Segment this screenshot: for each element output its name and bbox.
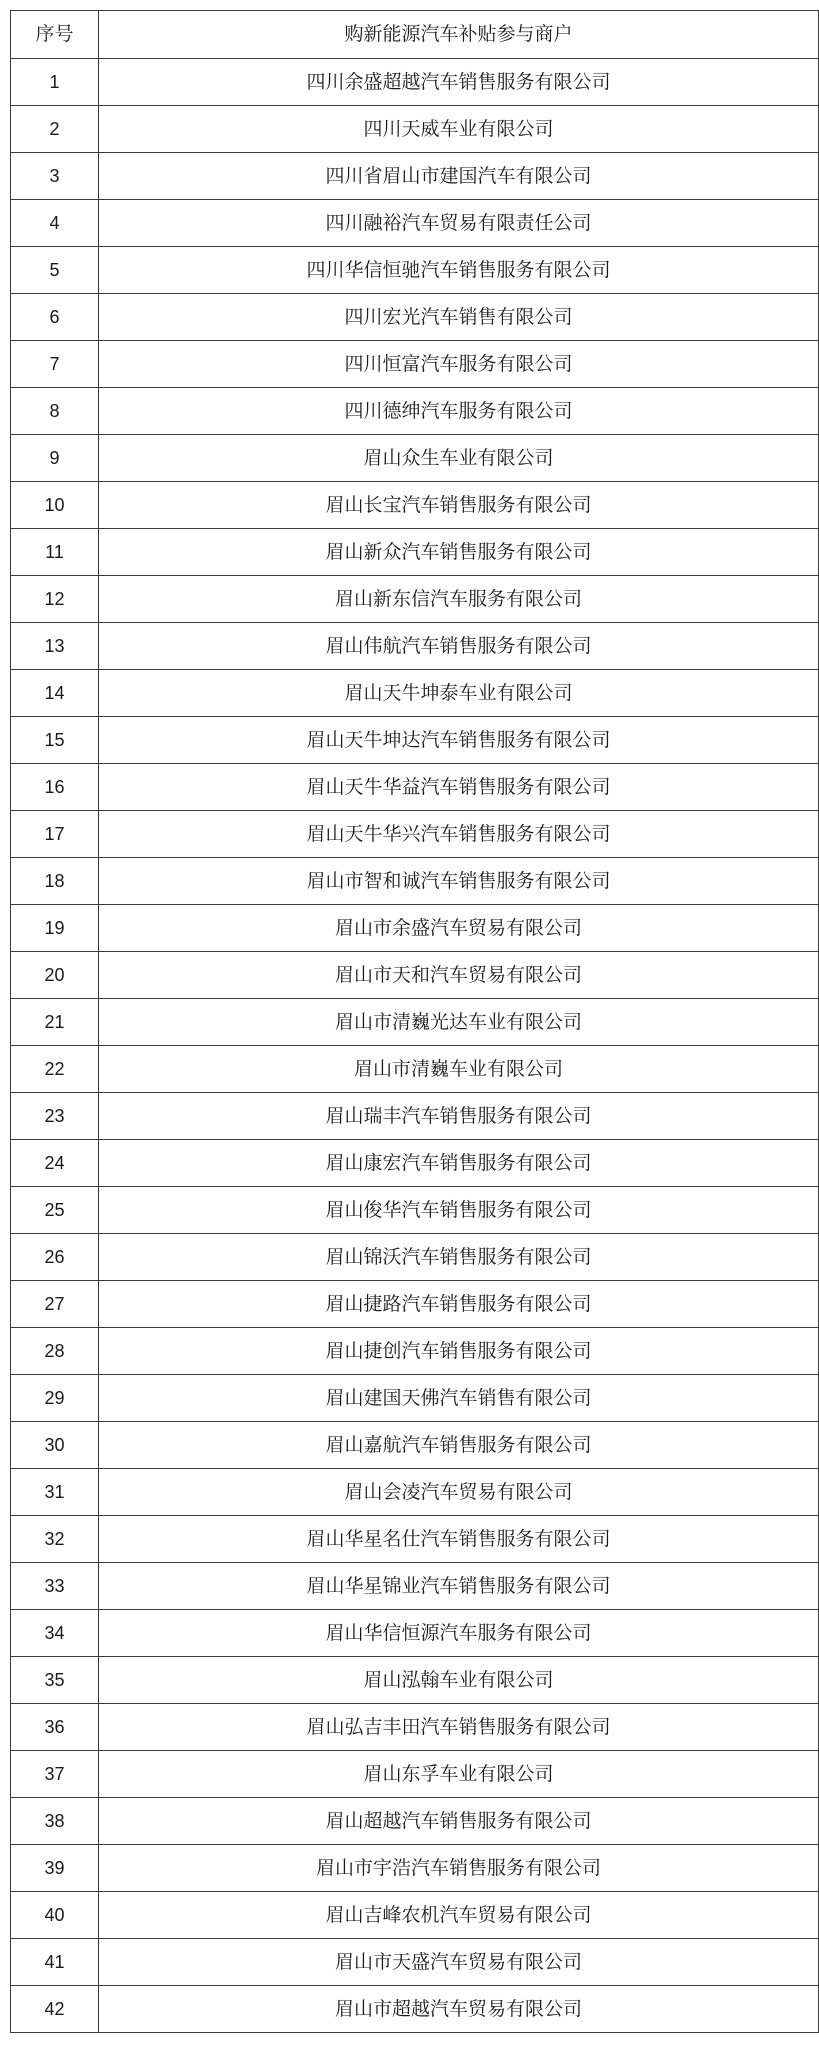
table-row [11,623,819,670]
row-index: 9 [11,435,99,482]
row-index: 34 [11,1610,99,1657]
row-index: 17 [11,811,99,858]
table-row [11,670,819,717]
table-row [11,529,819,576]
row-index: 27 [11,1281,99,1328]
row-index: 21 [11,999,99,1046]
table-row [11,1516,819,1563]
merchant-name: 眉山吉峰农机汽车贸易有限公司 [99,1892,819,1939]
table-body [11,59,819,2033]
table-row [11,1328,819,1375]
merchant-name: 眉山市天和汽车贸易有限公司 [99,952,819,999]
table-row [11,1798,819,1845]
merchant-name: 眉山捷创汽车销售服务有限公司 [99,1328,819,1375]
table-row [11,294,819,341]
merchant-name: 四川余盛超越汽车销售服务有限公司 [99,59,819,106]
row-index: 36 [11,1704,99,1751]
row-index: 26 [11,1234,99,1281]
table-row [11,1845,819,1892]
row-index: 25 [11,1187,99,1234]
merchant-name: 眉山超越汽车销售服务有限公司 [99,1798,819,1845]
table-row [11,200,819,247]
row-index: 23 [11,1093,99,1140]
merchant-name: 眉山嘉航汽车销售服务有限公司 [99,1422,819,1469]
merchant-name: 眉山泓翰车业有限公司 [99,1657,819,1704]
row-index: 37 [11,1751,99,1798]
header-merchant-name: 购新能源汽车补贴参与商户 [99,11,819,59]
row-index: 14 [11,670,99,717]
table-row [11,482,819,529]
merchant-name: 四川宏光汽车销售有限公司 [99,294,819,341]
table-row [11,1140,819,1187]
table-row [11,858,819,905]
merchant-name: 眉山市天盛汽车贸易有限公司 [99,1939,819,1986]
merchant-name: 眉山天牛华兴汽车销售服务有限公司 [99,811,819,858]
merchant-name: 四川天威车业有限公司 [99,106,819,153]
row-index: 10 [11,482,99,529]
row-index: 35 [11,1657,99,1704]
merchant-name: 眉山俊华汽车销售服务有限公司 [99,1187,819,1234]
row-index: 24 [11,1140,99,1187]
row-index: 4 [11,200,99,247]
row-index: 12 [11,576,99,623]
merchant-name: 眉山市智和诚汽车销售服务有限公司 [99,858,819,905]
merchant-name: 四川恒富汽车服务有限公司 [99,341,819,388]
table-row [11,1093,819,1140]
merchant-name: 眉山市清巍车业有限公司 [99,1046,819,1093]
merchant-name: 眉山伟航汽车销售服务有限公司 [99,623,819,670]
row-index: 38 [11,1798,99,1845]
row-index: 7 [11,341,99,388]
table-row [11,388,819,435]
row-index: 15 [11,717,99,764]
merchant-name: 四川融裕汽车贸易有限责任公司 [99,200,819,247]
table-row [11,952,819,999]
table-row [11,1563,819,1610]
table-row [11,1469,819,1516]
row-index: 18 [11,858,99,905]
merchant-name: 眉山捷路汽车销售服务有限公司 [99,1281,819,1328]
merchant-name: 眉山市宇浩汽车销售服务有限公司 [99,1845,819,1892]
table-header-row [11,11,819,59]
header-index: 序号 [11,11,99,59]
merchant-name: 眉山众生车业有限公司 [99,435,819,482]
row-index: 39 [11,1845,99,1892]
merchant-name: 眉山长宝汽车销售服务有限公司 [99,482,819,529]
merchant-name: 眉山锦沃汽车销售服务有限公司 [99,1234,819,1281]
row-index: 1 [11,59,99,106]
row-index: 2 [11,106,99,153]
row-index: 31 [11,1469,99,1516]
merchant-name: 眉山康宏汽车销售服务有限公司 [99,1140,819,1187]
merchant-name: 四川华信恒驰汽车销售服务有限公司 [99,247,819,294]
merchant-name: 眉山天牛华益汽车销售服务有限公司 [99,764,819,811]
merchant-name: 眉山新东信汽车服务有限公司 [99,576,819,623]
row-index: 28 [11,1328,99,1375]
table-row [11,717,819,764]
table-row [11,1610,819,1657]
row-index: 29 [11,1375,99,1422]
row-index: 41 [11,1939,99,1986]
row-index: 11 [11,529,99,576]
table-row [11,1657,819,1704]
merchant-name: 眉山建国天佛汽车销售有限公司 [99,1375,819,1422]
table-row [11,905,819,952]
table-row [11,1046,819,1093]
merchant-name: 眉山天牛坤泰车业有限公司 [99,670,819,717]
row-index: 42 [11,1986,99,2033]
row-index: 33 [11,1563,99,1610]
merchant-name: 眉山华信恒源汽车服务有限公司 [99,1610,819,1657]
row-index: 20 [11,952,99,999]
merchant-table-container [10,10,818,2033]
table-row [11,106,819,153]
row-index: 16 [11,764,99,811]
table-row [11,764,819,811]
merchant-table [10,10,819,2033]
merchant-name: 眉山华星锦业汽车销售服务有限公司 [99,1563,819,1610]
table-row [11,1751,819,1798]
row-index: 40 [11,1892,99,1939]
merchant-name: 眉山新众汽车销售服务有限公司 [99,529,819,576]
table-row [11,1422,819,1469]
table-row [11,153,819,200]
table-row [11,1234,819,1281]
table-row [11,1986,819,2033]
table-row [11,1187,819,1234]
merchant-name: 眉山市清巍光达车业有限公司 [99,999,819,1046]
table-row [11,1704,819,1751]
merchant-name: 眉山市超越汽车贸易有限公司 [99,1986,819,2033]
row-index: 5 [11,247,99,294]
row-index: 22 [11,1046,99,1093]
row-index: 30 [11,1422,99,1469]
table-row [11,341,819,388]
table-row [11,1892,819,1939]
merchant-name: 眉山华星名仕汽车销售服务有限公司 [99,1516,819,1563]
row-index: 32 [11,1516,99,1563]
row-index: 8 [11,388,99,435]
merchant-name: 眉山瑞丰汽车销售服务有限公司 [99,1093,819,1140]
merchant-name: 眉山会凌汽车贸易有限公司 [99,1469,819,1516]
table-row [11,435,819,482]
row-index: 13 [11,623,99,670]
merchant-name: 四川德绅汽车服务有限公司 [99,388,819,435]
row-index: 3 [11,153,99,200]
table-row [11,247,819,294]
merchant-name: 眉山市余盛汽车贸易有限公司 [99,905,819,952]
merchant-name: 眉山东孚车业有限公司 [99,1751,819,1798]
table-row [11,1375,819,1422]
merchant-name: 眉山天牛坤达汽车销售服务有限公司 [99,717,819,764]
table-row [11,999,819,1046]
table-row [11,576,819,623]
table-row [11,1281,819,1328]
table-row [11,59,819,106]
row-index: 6 [11,294,99,341]
table-row [11,811,819,858]
merchant-name: 四川省眉山市建国汽车有限公司 [99,153,819,200]
merchant-name: 眉山弘吉丰田汽车销售服务有限公司 [99,1704,819,1751]
row-index: 19 [11,905,99,952]
table-row [11,1939,819,1986]
